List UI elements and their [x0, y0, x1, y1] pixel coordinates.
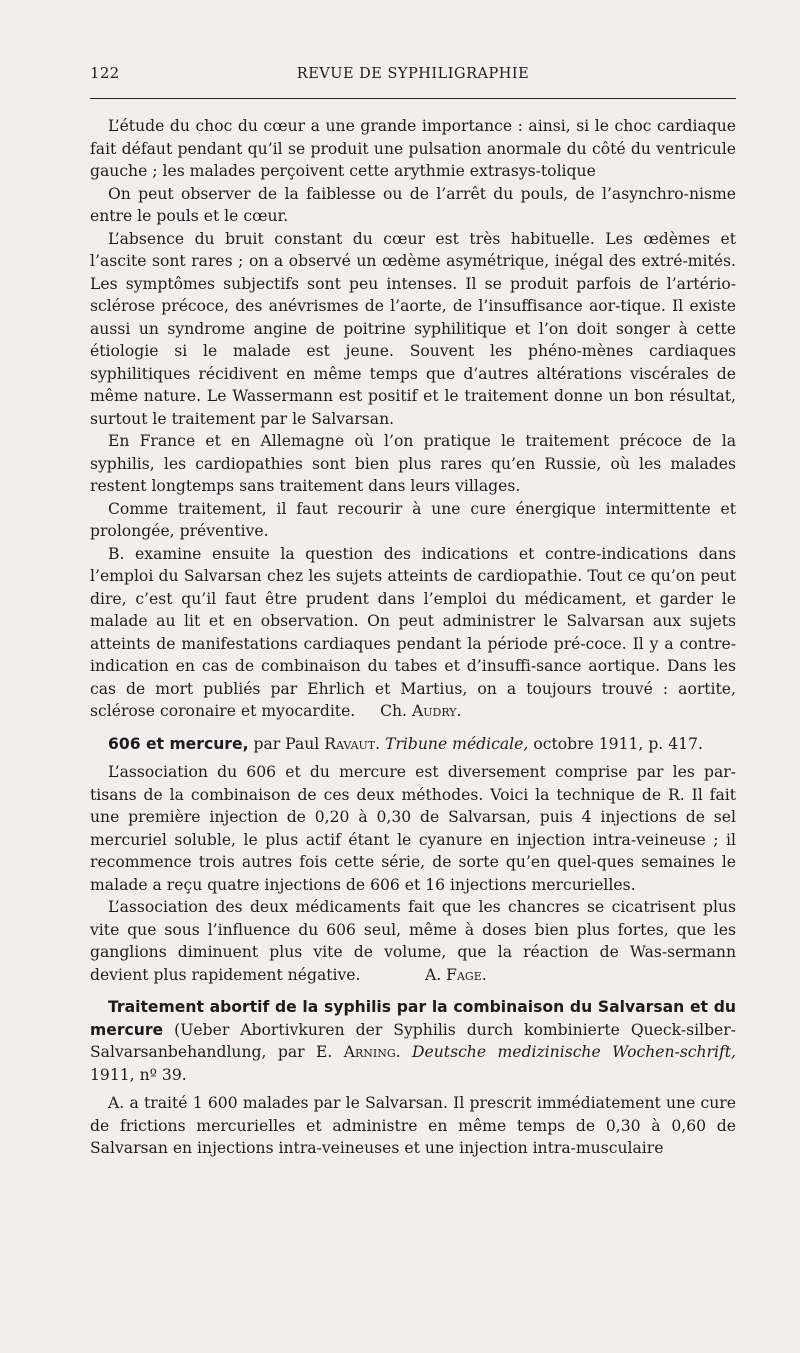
journal-page — [90, 64, 736, 1160]
citation: octobre 1911, p. 417. — [533, 734, 703, 753]
running-title: REVUE DE SYPHILIGRAPHIE — [296, 66, 530, 82]
article-subtitle: (Ueber Abortivkuren der Syphilis durch kombinierte Queck-silber-Salvarsanbehandlung, par E. — [90, 1020, 736, 1061]
page-header — [90, 64, 736, 90]
article-body — [90, 115, 736, 1160]
article-heading-traitement — [90, 996, 736, 1086]
spacer — [90, 986, 736, 996]
signature-prefix: Ch. — [380, 702, 407, 720]
spacer — [90, 723, 736, 733]
signature — [380, 702, 461, 720]
citation: 1911, nº 39. — [90, 1065, 187, 1084]
signature-name: Audry. — [411, 702, 462, 720]
paragraph: L’absence du bruit constant du cœur est très habituelle. Les œdèmes et l’ascite sont rares ; on a observé un œdème asymétrique, inégal des extré-mités. Les symptômes subjectifs sont peu intenses. Il se produit parfois de l’artério-sclérose précoce, des anévrismes de l’aorte, de l’insuffisance aor-tique. Il existe aussi un syndrome angine de poitrine syphilitique et l’on doit songer à cette étiologie si le malade est jeune. Souvent les phéno-mènes cardiaques syphilitiques récidivent en même temps que d’autres altérations viscérales de même nature. Le Wassermann est positif et le traitement donne un bon résultat, surtout le traitement par le Salvarsan. — [90, 229, 736, 428]
paragraph: L’association du 606 et du mercure est diversement comprise par les par-tisans de la combinaison de ces deux méthodes. Voici la technique de R. Il fait une première injection de 0,20 à 0,30 de Salvarsan, puis 4 injections de sel mercuriel soluble, le plus actif étant le cyanure en injection intra-veineuse ; il recommence trois autres fois cette série, de sorte qu’en quel-ques semaines le malade a reçu quatre injections de 606 et 16 injections mercurielles. — [90, 763, 736, 894]
article-author: Ravaut. — [324, 734, 381, 753]
paragraph: En France et en Allemagne où l’on pratique le traitement précoce de la syphilis, les cardiopathies sont bien plus rares qu’en Russie, où les malades restent longtemps sans traitement dans leurs villages. — [90, 432, 736, 495]
article-author: Arning. — [343, 1043, 401, 1061]
header-rule — [90, 98, 736, 99]
author-by: par Paul — [253, 734, 320, 753]
signature — [425, 966, 487, 984]
signature-prefix: A. — [424, 965, 442, 984]
signature-name: Fage. — [446, 965, 487, 984]
paragraph-text: L’association des deux médicaments fait que les chancres se cicatrisent plus vite que sous l’influence du 606 seul, même à doses bien plus fortes, que les ganglions diminuent plus vite de volume, que la réaction de Was-sermann devient plus rapidement négative. — [90, 898, 736, 984]
article-title: 606 et mercure, — [108, 734, 249, 753]
paragraph: A. a traité 1 600 malades par le Salvarsan. Il prescrit immédiatement une cure de frictions mercurielles et administre en même temps de 0,30 à 0,60 de Salvarsan en injections intra-veineuses et une injection intra-musculaire — [90, 1094, 736, 1157]
paragraph: L’étude du choc du cœur a une grande importance : ainsi, si le choc cardiaque fait défaut pendant qu’il se produit une pulsation anormale du côté du ventricule gauche ; les malades perçoivent cette arythmie extrasys-tolique — [90, 117, 736, 180]
journal-name: Tribune médicale, — [385, 734, 529, 753]
paragraph: On peut observer de la faiblesse ou de l’arrêt du pouls, de l’asynchro-nisme entre le pouls et le cœur. — [90, 184, 736, 225]
paragraph-with-signature — [90, 896, 736, 986]
article-heading-606 — [90, 733, 736, 756]
paragraph-with-signature — [90, 543, 736, 723]
page-number: 122 — [90, 64, 120, 82]
paragraph-text: B. examine ensuite la question des indications et contre-indications dans l’emploi du Salvarsan chez les sujets atteints de cardiopathie. Tout ce qu’on peut dire, c’est qu’il faut être prudent dans l’emploi du médicament, et garder le malade au lit et en observation. On peut administrer le Salvarsan aux sujets atteints de manifestations cardiaques pendant la période pré-coce. Il y a contre-indication en cas de combinaison du tabes et d’insuffi-sance aortique. Dans les cas de mort publiés par Ehrlich et Martius, on a toujours trouvé : aortite, sclérose coronaire et myocardite. — [90, 544, 736, 720]
article-title: Traitement abortif de la syphilis par la combinaison du Salvarsan et du mercure — [90, 998, 736, 1039]
paragraph: Comme traitement, il faut recourir à une cure énergique intermittente et prolongée, préventive. — [90, 499, 736, 540]
journal-name: Deutsche medizinische Wochen-schrift, — [412, 1043, 736, 1061]
